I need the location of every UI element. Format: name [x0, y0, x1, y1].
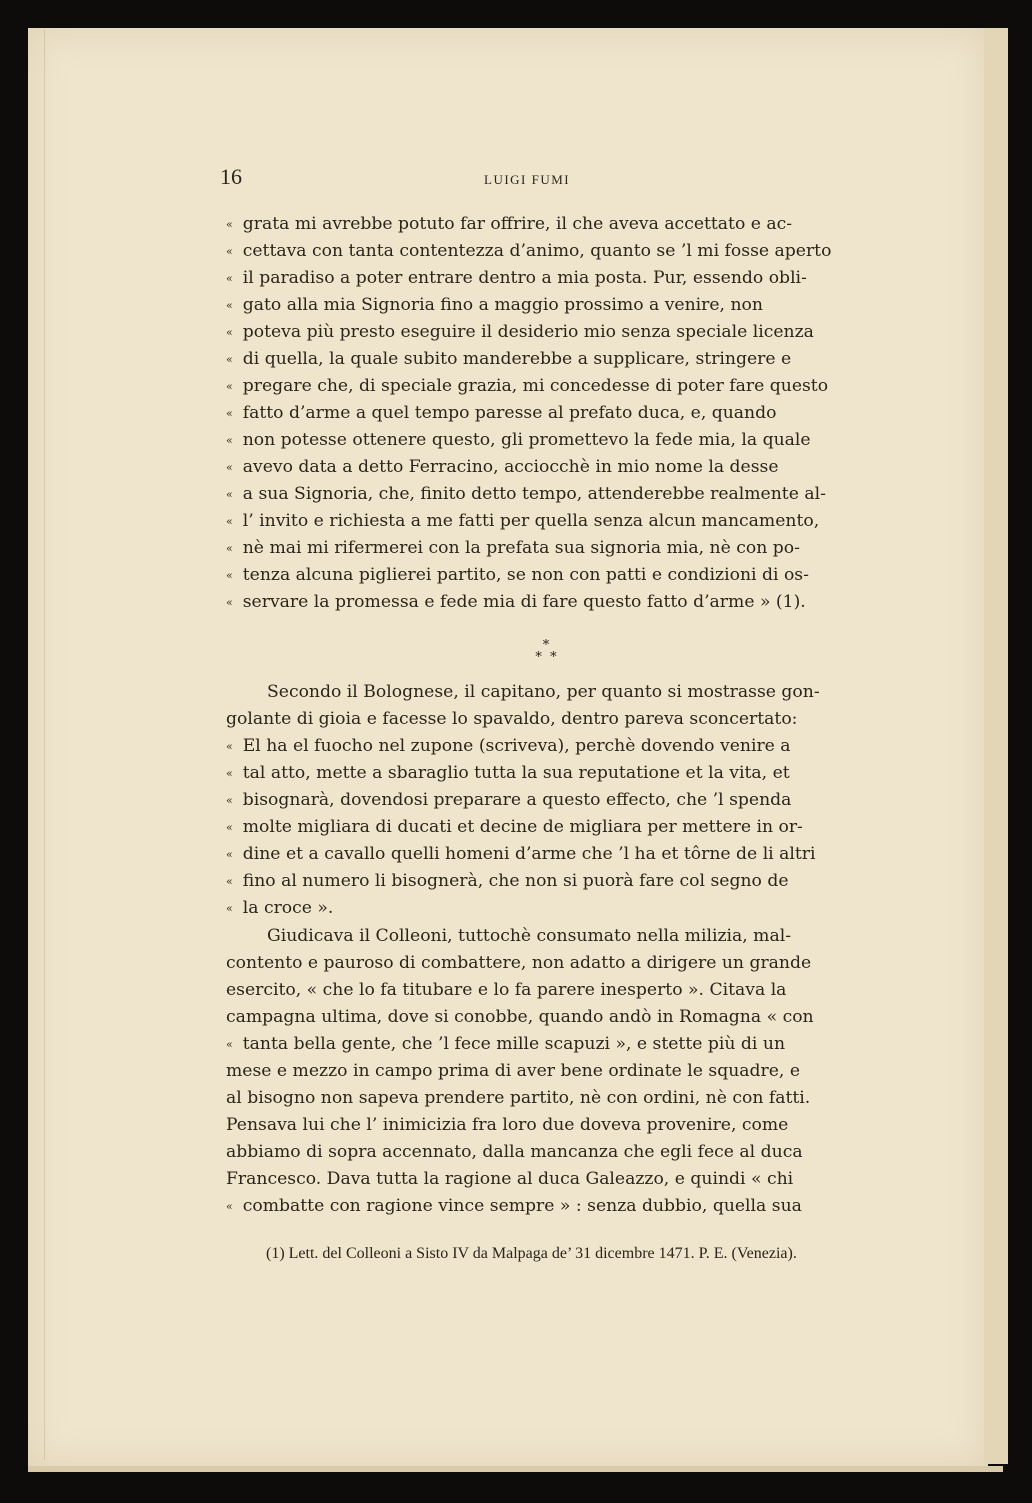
- text-line: « a sua Signoria, che, finito detto tempo, attenderebbe realmente al-: [226, 484, 826, 504]
- section-break-asterism: [516, 640, 576, 670]
- text-line: « servare la promessa e fede mia di fare questo fatto d’arme » (1).: [226, 592, 806, 612]
- text-line: « bisognarà, dovendosi preparare a questo effecto, che ’l spenda: [226, 790, 792, 810]
- text-line: « l’ invito e richiesta a me fatti per quella senza alcun mancamento,: [226, 511, 820, 531]
- running-head: LUIGI FUMI: [484, 172, 571, 187]
- text-line: « grata mi avrebbe potuto far offrire, il che aveva accettato e ac-: [226, 214, 793, 234]
- text-line: « cettava con tanta contentezza d’animo, quanto se ’l mi fosse aperto: [226, 241, 832, 261]
- text-line: « avevo data a detto Ferracino, acciocchè in mio nome la desse: [226, 457, 779, 477]
- text-line: « non potesse ottenere questo, gli promettevo la fede mia, la quale: [226, 430, 811, 450]
- text-line: « tanta bella gente, che ’l fece mille scapuzi », e stette più di un: [226, 1034, 786, 1054]
- text-line: golante di gioia e facesse lo spavaldo, dentro pareva sconcertato:: [226, 709, 798, 729]
- text-line: mese e mezzo in campo prima di aver bene ordinate le squadre, e: [226, 1061, 801, 1081]
- text-line: « tenza alcuna piglierei partito, se non con patti e condizioni di os-: [226, 565, 809, 585]
- next-page-edge: [984, 28, 1008, 1464]
- text-line: Francesco. Dava tutta la ragione al duca Galeazzo, e quindi « chi: [226, 1169, 794, 1189]
- text-line: « El ha el fuocho nel zupone (scriveva), perchè dovendo venire a: [226, 736, 791, 756]
- text-line: « tal atto, mette a sbaraglio tutta la sua reputatione et la vita, et: [226, 763, 790, 783]
- text-line: Secondo il Bolognese, il capitano, per quanto si mostrasse gon-: [267, 682, 820, 702]
- text-line: « poteva più presto eseguire il desiderio mio senza speciale licenza: [226, 322, 814, 342]
- asterism-top: *: [542, 638, 550, 653]
- text-line: al bisogno non sapeva prendere partito, nè con ordini, nè con fatti.: [226, 1088, 811, 1108]
- text-line: « gato alla mia Signoria fino a maggio prossimo a venire, non: [226, 295, 763, 315]
- text-line: « di quella, la quale subito manderebbe a supplicare, stringere e: [226, 349, 792, 369]
- text-line: abbiamo di sopra accennato, dalla mancanza che egli fece al duca: [226, 1142, 803, 1162]
- asterism-bottom: * *: [535, 650, 557, 665]
- page-bottom-edge: [28, 1466, 1003, 1472]
- text-line: esercito, « che lo fa titubare e lo fa parere inesperto ». Citava la: [226, 980, 787, 1000]
- text-line: « combatte con ragione vince sempre » : senza dubbio, quella sua: [226, 1196, 802, 1216]
- text-line: Pensava lui che l’ inimicizia fra loro due doveva provenire, come: [226, 1115, 789, 1135]
- text-line: « pregare che, di speciale grazia, mi concedesse di poter fare questo: [226, 376, 829, 396]
- text-line: « la croce ».: [226, 898, 334, 918]
- text-line: « nè mai mi rifermerei con la prefata sua signoria mia, nè con po-: [226, 538, 800, 558]
- gutter-fold: [44, 30, 45, 1460]
- text-line: « dine et a cavallo quelli homeni d’arme che ’l ha et tôrne de li altri: [226, 844, 816, 864]
- text-line: contento e pauroso di combattere, non adatto a dirigere un grande: [226, 953, 812, 973]
- page-number: 16: [220, 164, 242, 189]
- footnote: (1) Lett. del Colleoni a Sisto IV da Malpaga de’ 31 dicembre 1471. P. E. (Venezia).: [266, 1245, 797, 1262]
- text-line: Giudicava il Colleoni, tuttochè consumato nella milizia, mal-: [267, 926, 792, 946]
- text-line: « fatto d’arme a quel tempo paresse al prefato duca, e, quando: [226, 403, 777, 423]
- text-line: « molte migliara di ducati et decine de migliara per mettere in or-: [226, 817, 803, 837]
- text-line: « fino al numero li bisognerà, che non si puorà fare col segno de: [226, 871, 789, 891]
- text-line: campagna ultima, dove si conobbe, quando andò in Romagna « con: [226, 1007, 814, 1027]
- text-line: « il paradiso a poter entrare dentro a mia posta. Pur, essendo obli-: [226, 268, 807, 288]
